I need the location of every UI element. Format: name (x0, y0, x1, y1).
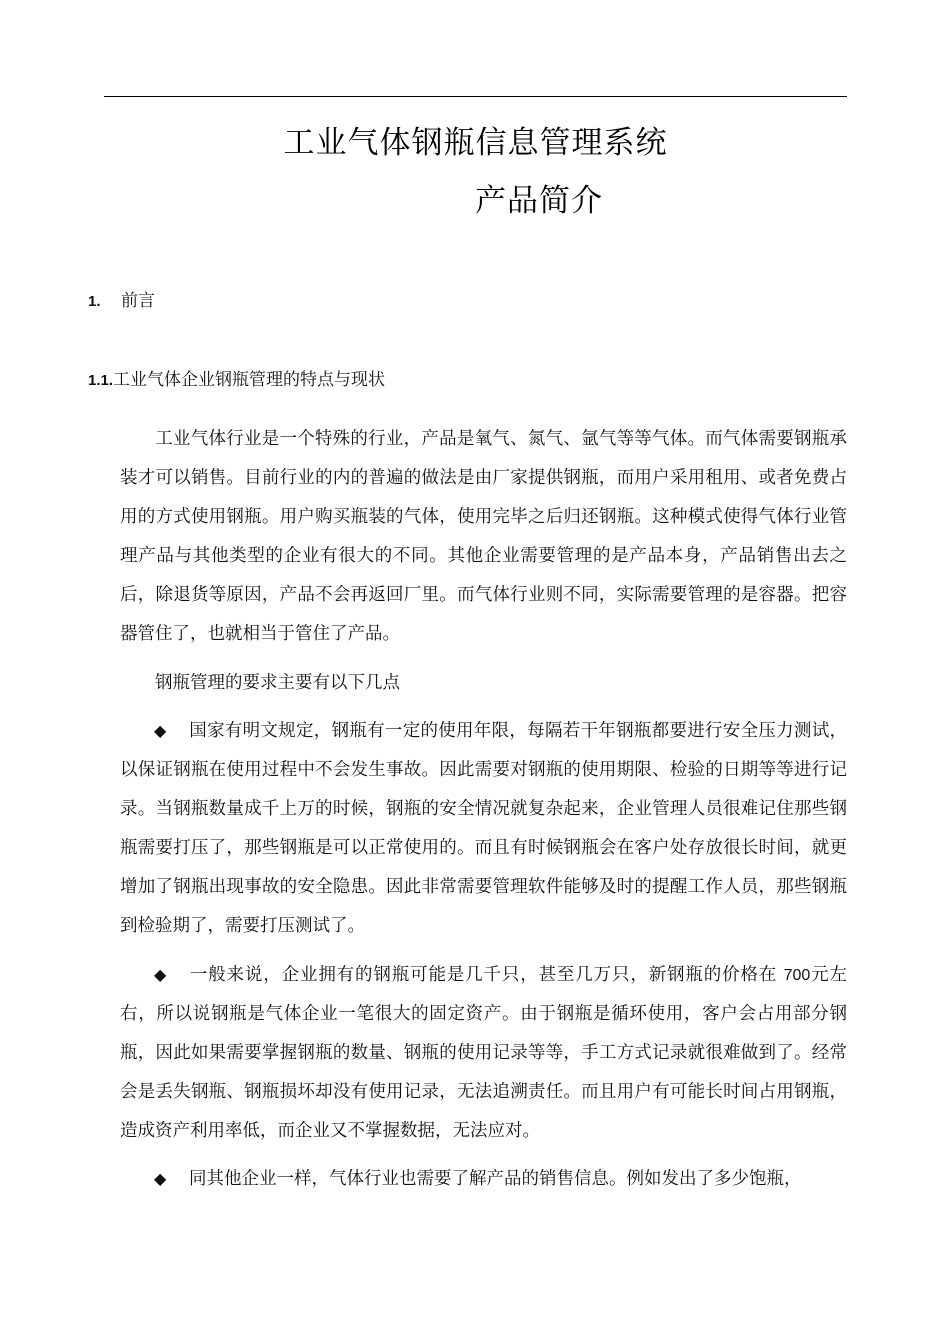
requirements-text: 钢瓶管理的要求主要有以下几点 (155, 673, 400, 693)
intro-paragraph (120, 420, 847, 654)
document-title: 工业气体钢瓶信息管理系统 (283, 125, 668, 161)
section-number: 1.1. (88, 372, 114, 389)
section-label: 工业气体企业钢瓶管理的特点与现状 (113, 370, 386, 390)
price-number: 700 (783, 967, 811, 984)
intro-text: 工业气体行业是一个特殊的行业，产品是氧气、氮气、氩气等等气体。而气体需要钢瓶承装才可以销售。目前行业的内的普遍的做法是由厂家提供钢瓶，而用户采用租用、或者免费占用的方式使用钢瓶。用户购买瓶装的气体，使用完毕之后归还钢瓶。这种模式使得气体行业管理产品与其他类型的企业有很大的不同。其他企业需要管理的是产品本身，产品销售出去之后，除退货等原因，产品不会再返回厂里。而气体行业则不同，实际需要管理的是容器。把容器管住了，也就相当于管住了产品。 (120, 429, 847, 644)
diamond-bullet-icon: ◆ (154, 1169, 167, 1188)
bullet-text: 国家有明文规定，钢瓶有一定的使用年限，每隔若干年钢瓶都要进行安全压力测试，以保证钢瓶在使用过程中不会发生事故。因此需要对钢瓶的使用期限、检验的日期等等进行记录。当钢瓶数量成千上万的时候，钢瓶的安全情况就复杂起来，企业管理人员很难记住那些钢瓶需要打压了，那些钢瓶是可以正常使用的。而且有时候钢瓶会在客户处存放很长时间，就更增加了钢瓶出现事故的安全隐患。因此非常需要管理软件能够及时的提醒工作人员，那些钢瓶到检验期了，需要打压测试了。 (120, 721, 847, 936)
diamond-bullet-icon: ◆ (154, 965, 167, 984)
section-heading-1 (88, 286, 155, 311)
bullet-item-1 (120, 711, 847, 946)
requirements-paragraph (120, 664, 847, 703)
diamond-bullet-icon: ◆ (154, 721, 167, 740)
bullet-text: 同其他企业一样，气体行业也需要了解产品的销售信息。例如发出了多少饱瓶， (189, 1169, 802, 1189)
section-heading-1-1 (88, 365, 385, 390)
bullet-item-2 (120, 955, 847, 1151)
section-label: 前言 (121, 291, 155, 311)
document-subtitle: 产品简介 (475, 183, 603, 219)
section-number: 1. (88, 293, 101, 310)
bullet-text-after: 元左右，所以说钢瓶是气体企业一笔很大的固定资产。由于钢瓶是循环使用，客户会占用部分钢瓶，因此如果需要掌握钢瓶的数量、钢瓶的使用记录等等，手工方式记录就很难做到了。经常会是丢失钢瓶、钢瓶损坏却没有使用记录，无法追溯责任。而且用户有可能长时间占用钢瓶，造成资产利用率低，而企业又不掌握数据，无法应对。 (120, 965, 848, 1141)
bullet-item-3 (120, 1159, 847, 1199)
bullet-text-before: 一般来说，企业拥有的钢瓶可能是几千只，甚至几万只，新钢瓶的价格在 (189, 965, 784, 985)
header-rule (104, 96, 847, 97)
